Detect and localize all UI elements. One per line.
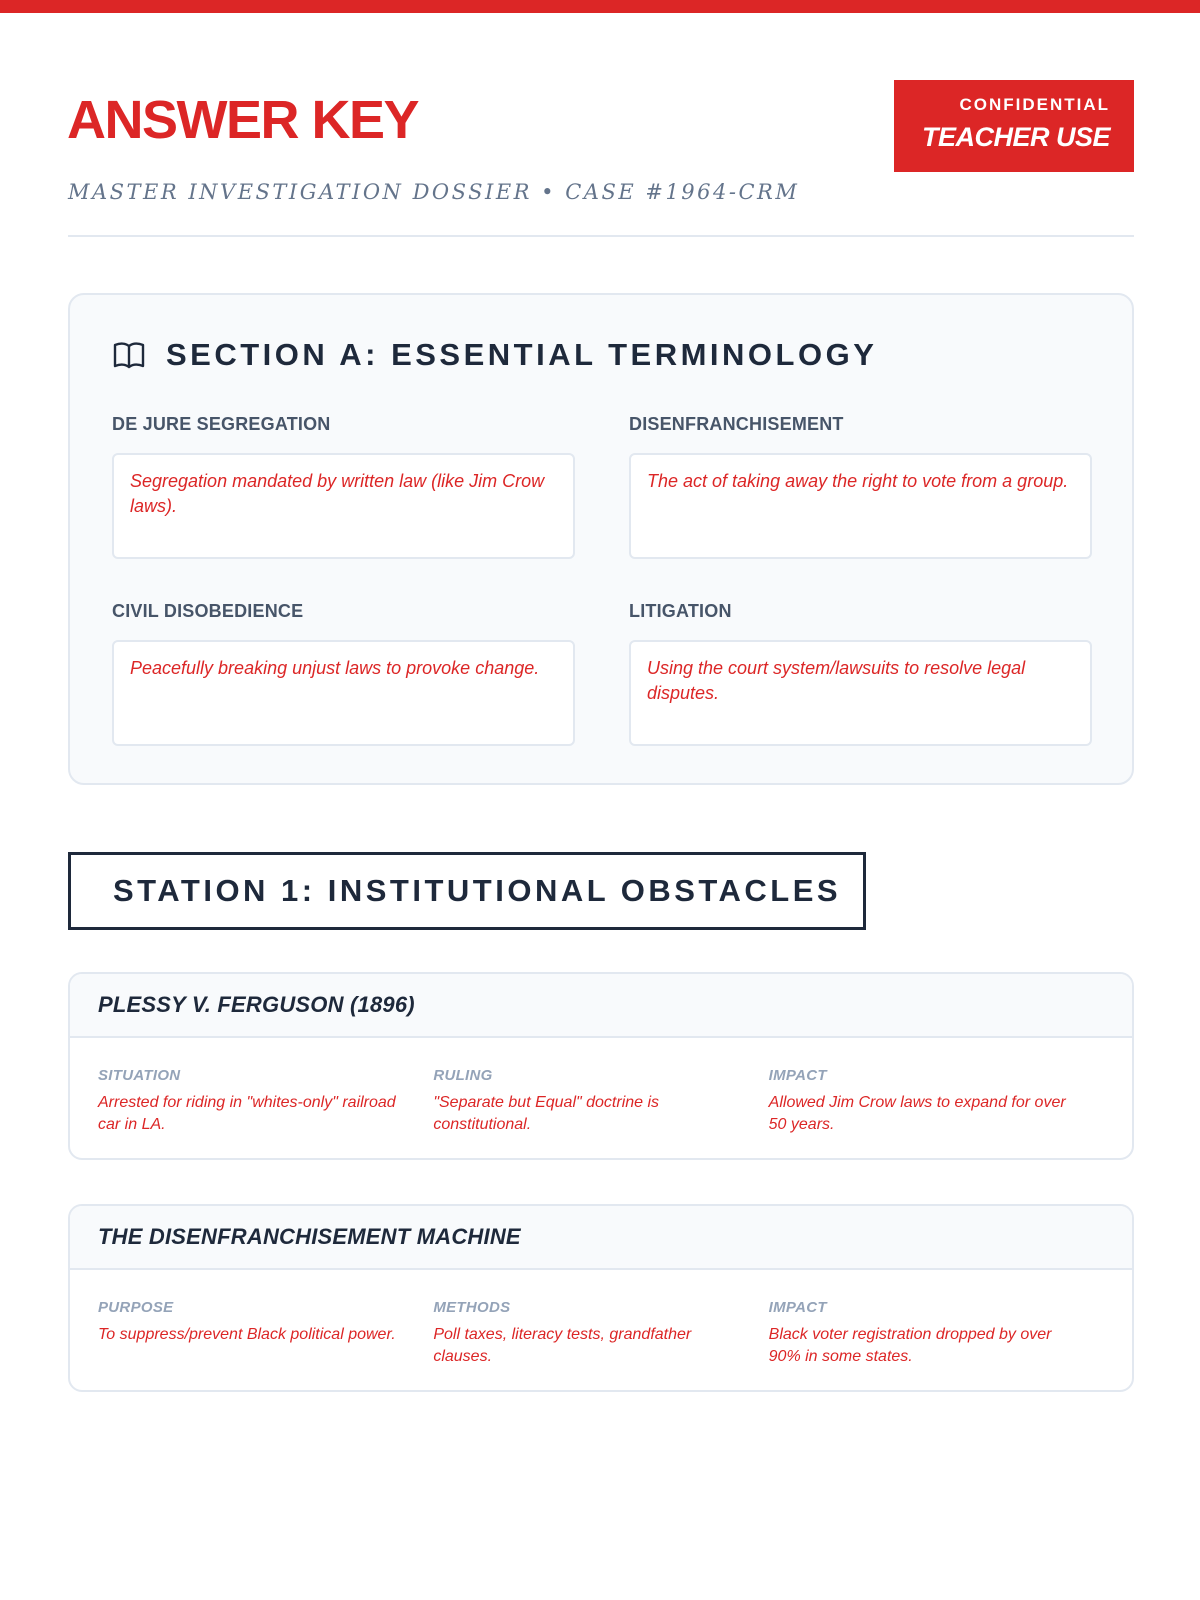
badge-confidential-label: CONFIDENTIAL	[959, 95, 1110, 114]
case-card-header	[70, 974, 1132, 1038]
case-card-plessy	[68, 972, 1134, 1160]
term-item	[629, 600, 1092, 746]
case-col-label: METHODS	[433, 1299, 511, 1316]
term-answer-box[interactable]: Using the court system/lawsuits to resolve legal disputes.	[629, 640, 1092, 746]
dossier-subtitle: MASTER INVESTIGATION DOSSIER • CASE #1964-CRM	[68, 180, 800, 204]
term-label: LITIGATION	[629, 601, 732, 621]
term-item	[112, 600, 575, 746]
term-answer-box[interactable]: Segregation mandated by written law (like Jim Crow laws).	[112, 453, 575, 559]
case-col-label: PURPOSE	[98, 1299, 174, 1316]
term-item	[112, 413, 575, 559]
case-col-answer: Poll taxes, literacy tests, grandfather clauses.	[433, 1326, 692, 1365]
case-card-columns	[70, 1038, 1132, 1136]
station-1-header	[68, 852, 866, 930]
case-col-answer: Arrested for riding in "whites-only" railroad car in LA.	[98, 1094, 396, 1133]
case-col-answer: Black voter registration dropped by over 90% in some states.	[768, 1326, 1052, 1365]
section-a-terminology	[68, 293, 1134, 785]
top-accent-bar	[0, 0, 1200, 13]
book-open-icon	[112, 340, 146, 370]
term-label: CIVIL DISOBEDIENCE	[112, 601, 304, 621]
section-a-title: SECTION A: ESSENTIAL TERMINOLOGY	[166, 337, 878, 372]
case-card-header	[70, 1206, 1132, 1270]
station-1-title: STATION 1: INSTITUTIONAL OBSTACLES	[113, 873, 842, 908]
case-col-answer: To suppress/prevent Black political power.	[98, 1326, 396, 1343]
case-card-title: THE DISENFRANCHISEMENT MACHINE	[98, 1224, 521, 1249]
term-answer-box[interactable]: Peacefully breaking unjust laws to provoke change.	[112, 640, 575, 746]
case-card-title: PLESSY V. FERGUSON (1896)	[98, 992, 415, 1017]
case-col-label: RULING	[433, 1067, 493, 1084]
case-col-answer: "Separate but Equal" doctrine is constitutional.	[433, 1094, 660, 1133]
term-item	[629, 413, 1092, 559]
section-a-heading	[112, 337, 877, 373]
case-col-situation	[98, 1066, 433, 1136]
case-col-label: SITUATION	[98, 1067, 181, 1084]
case-col-methods	[433, 1298, 768, 1368]
case-col-label: IMPACT	[768, 1299, 827, 1316]
term-label: DISENFRANCHISEMENT	[629, 414, 844, 434]
case-col-answer: Allowed Jim Crow laws to expand for over 50 years.	[768, 1094, 1066, 1133]
header-divider	[68, 235, 1134, 237]
case-col-impact	[769, 1066, 1104, 1136]
page-title: ANSWER KEY	[67, 90, 419, 150]
term-label: DE JURE SEGREGATION	[112, 414, 331, 434]
confidential-badge	[894, 80, 1134, 172]
case-col-ruling	[433, 1066, 768, 1136]
case-col-purpose	[98, 1298, 433, 1368]
term-answer-box[interactable]: The act of taking away the right to vote from a group.	[629, 453, 1092, 559]
badge-teacher-use-label: TEACHER USE	[921, 122, 1110, 152]
case-col-impact	[769, 1298, 1104, 1368]
case-col-label: IMPACT	[768, 1067, 827, 1084]
case-card-columns	[70, 1270, 1132, 1368]
case-card-disenfranchisement	[68, 1204, 1134, 1392]
